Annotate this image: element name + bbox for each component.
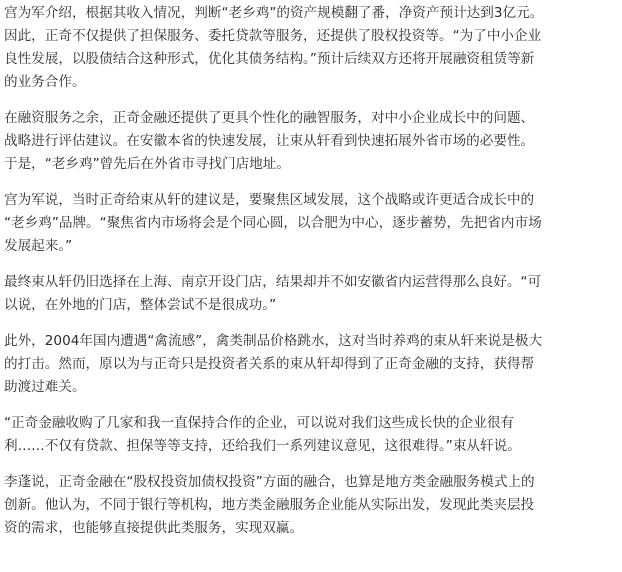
text-line: 的打击。然而，原以为与正奇只是投资者关系的束从轩却得到了正奇金融的支持，获得帮 [4, 356, 535, 372]
text-line: 良性发展，以股债结合这种形式，优化其债务结构。”预计后续双方还将开展融资租赁等新 [4, 51, 535, 67]
text-line: 最终束从轩仍旧选择在上海、南京开设门店，结果却并不如安徽省内运营得那么良好。“可 [4, 274, 542, 290]
article-body [4, 2, 616, 553]
text-line: “正奇金融收购了几家和我一直保持合作的企业，可以说对我们这些成长快的企业很有 [4, 415, 515, 431]
text-line: “老乡鸡”品牌。“聚焦省内市场将会是个同心圆，以合肥为中心，逐步蓄势，先把省内市场 [4, 215, 542, 231]
article-paragraph [4, 271, 616, 317]
text-line: 宫为军介绍，根据其收入情况，判断“老乡鸡”的资产规模翻了番，净资产预计达到3亿元。 [4, 5, 544, 21]
text-line: 资的需求，也能够直接提供此类服务，实现双赢。 [4, 520, 304, 536]
article-paragraph [4, 2, 616, 94]
article-paragraph [4, 471, 616, 540]
text-line: 于是，“老乡鸡”曾先后在外省市寻找门店地址。 [4, 156, 290, 172]
text-line: 发展起来。” [4, 238, 73, 254]
text-line: 助渡过难关。 [4, 379, 86, 395]
text-line: 宫为军说，当时正奇给束从轩的建议是，要聚焦区域发展，这个战略或许更适合成长中的 [4, 192, 535, 208]
article-paragraph [4, 330, 616, 399]
text-line: 此外，2004年国内遭遇“禽流感”，禽类制品价格跳水，这对当时养鸡的束从轩来说是极大 [4, 333, 543, 349]
text-line: 李蓬说，正奇金融在“股权投资加债权投资”方面的融合，也算是地方类金融服务模式上的 [4, 474, 535, 490]
article-paragraph [4, 107, 616, 176]
text-line: 创新。他认为，不同于银行等机构，地方类金融服务企业能从实际出发，发现此类夹层投 [4, 497, 535, 513]
text-line: 以说，在外地的门店，整体尝试不是很成功。” [4, 297, 277, 313]
article-paragraph [4, 412, 616, 458]
text-line: 战略进行评估建议。在安徽本省的快速发展，让束从轩看到快速拓展外省市场的必要性。 [4, 133, 535, 149]
article-paragraph [4, 189, 616, 258]
text-line: 在融资服务之余，正奇金融还提供了更具个性化的融智服务，对中小企业成长中的问题、 [4, 110, 535, 126]
text-line: 利……不仅有贷款、担保等等支持，还给我们一系列建议意见，这很难得。”束从轩说。 [4, 438, 521, 454]
text-line: 的业务合作。 [4, 74, 86, 90]
text-line: 因此，正奇不仅提供了担保服务、委托贷款等服务，还提供了股权投资等。“为了中小企业 [4, 28, 542, 44]
